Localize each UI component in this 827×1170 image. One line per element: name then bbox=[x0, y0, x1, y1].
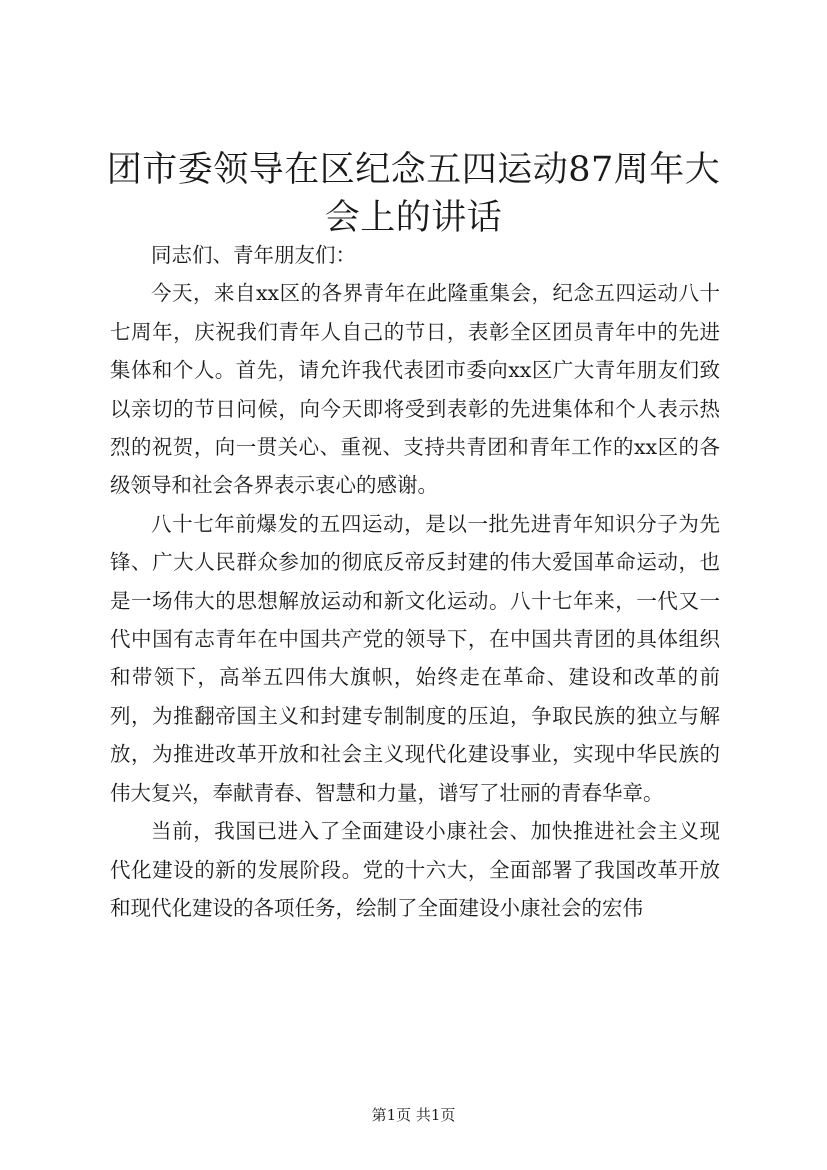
document-title: 团市委领导在区纪念五四运动87周年大会上的讲话 bbox=[106, 150, 721, 238]
page-footer: 第1页 共1页 bbox=[371, 1106, 456, 1124]
body-paragraph: 今天，来自xx区的各界青年在此隆重集会，纪念五四运动八十七周年，庆祝我们青年人自己的节日，表彰全区团员青年中的先进集体和个人。首先，请允许我代表团市委向xx区广大青年朋友们致以亲切的节日问候，向今天即将受到表彰的先进集体和个人表示热烈的祝贺，向一贯关心、重视、支持共青团和青年工作的xx区的各级领导和社会各界表示衷心的感谢。 bbox=[110, 281, 720, 498]
salutation-paragraph: 同志们、青年朋友们： bbox=[151, 243, 356, 267]
body-paragraph: 当前，我国已进入了全面建设小康社会、加快推进社会主义现代化建设的新的发展阶段。党的十六大，全面部署了我国改革开放和现代化建设的各项任务，绘制了全面建设小康社会的宏伟 bbox=[110, 819, 720, 920]
body-paragraph: 八十七年前爆发的五四运动，是以一批先进青年知识分子为先锋、广大人民群众参加的彻底反帝反封建的伟大爱国革命运动，也是一场伟大的思想解放运动和新文化运动。八十七年来，一代又一代中国有志青年在中国共产党的领导下，在中国共青团的具体组织和带领下，高举五四伟大旗帜，始终走在革命、建设和改革的前列，为推翻帝国主义和封建专制制度的压迫，争取民族的独立与解放，为推进改革开放和社会主义现代化建设事业，实现中华民族的伟大复兴，奉献青春、智慧和力量，谱写了壮丽的青春华章。 bbox=[110, 511, 720, 805]
document-body bbox=[110, 236, 720, 927]
